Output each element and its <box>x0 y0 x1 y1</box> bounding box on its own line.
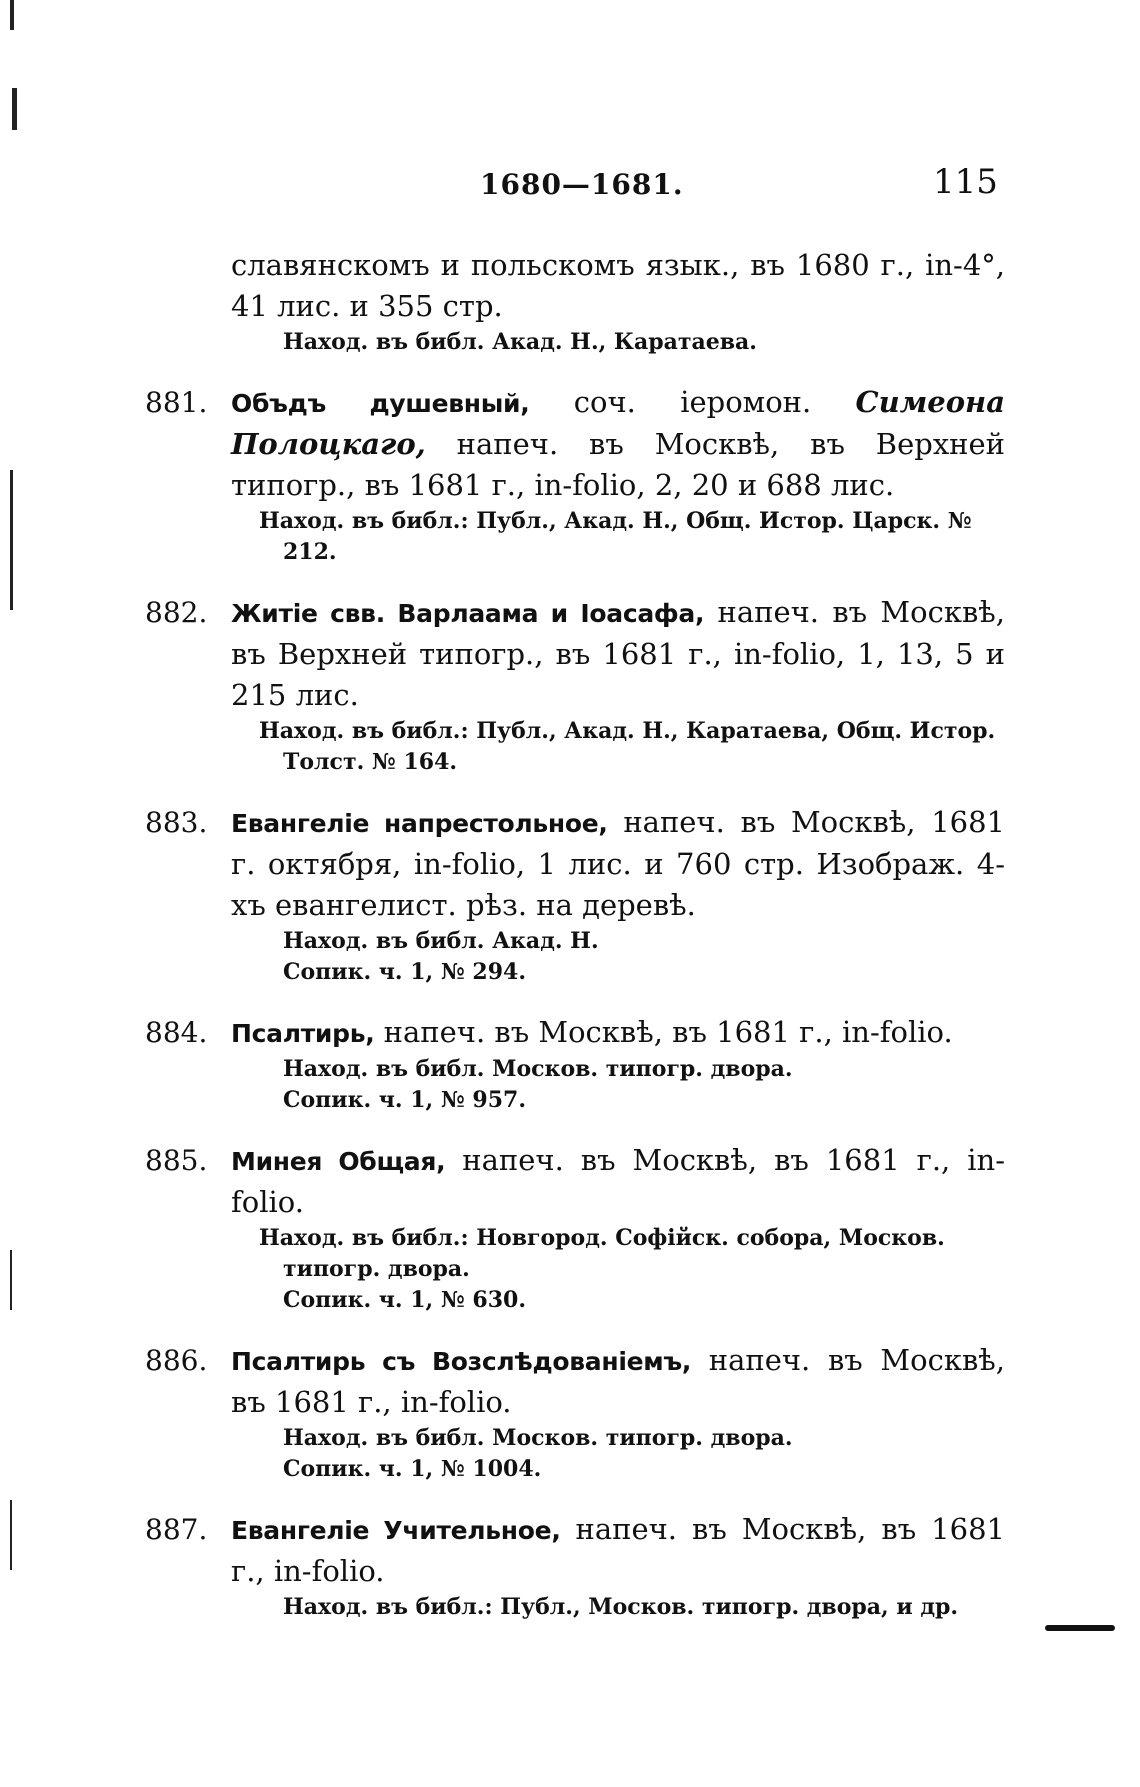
entry-imprint: напеч. въ Москвѣ, въ Верхней типогр., въ 1681 г., in-folio, 2, 20 и 688 лис. <box>231 427 1005 502</box>
page-header <box>0 162 1140 208</box>
entry-description: напеч. въ Москвѣ, въ 1681 г., in-folio. <box>231 1512 1005 1588</box>
scan-edge-mark <box>10 1500 12 1570</box>
continued-entry <box>145 245 1005 358</box>
catalog-entry <box>145 1340 1005 1485</box>
entry-location: Наход. въ библ. Москов. типогр. двора. <box>283 1425 793 1451</box>
entry-number: 884. <box>145 1016 208 1049</box>
entry-text <box>231 1012 1005 1054</box>
header-years: 1680—1681. <box>480 168 684 201</box>
entry-location: Наход. въ библ.: Публ., Акад. Н., Каратаева, Общ. Истор. <box>259 718 996 744</box>
entry-location: Наход. въ библ.: Публ., Акад. Н., Общ. Истор. Царск. № 212. <box>259 508 972 565</box>
entry-reference: Сопик. ч. 1, № 630. <box>283 1287 527 1313</box>
entry-reference: Толст. № 164. <box>283 749 458 775</box>
entry-location: Наход. въ библ. Москов. типогр. двора. <box>283 1056 793 1082</box>
entry-description: напеч. въ Москвѣ, въ 1681 г., in-folio. <box>374 1015 953 1049</box>
entry-location: Наход. въ библ.: Новгород. Софійск. собора, Москов. типогр. двора. <box>259 1225 945 1282</box>
entry-number: 882. <box>145 596 208 629</box>
entry-description: напеч. въ Москвѣ, въ 1681 г., in-folio. <box>231 1343 1005 1419</box>
entry-description: соч. іеромон. <box>529 385 856 419</box>
catalog-entry <box>145 382 1005 568</box>
entry-number: 887. <box>145 1513 208 1546</box>
catalog-entry <box>145 802 1005 988</box>
entry-text <box>231 592 1005 716</box>
scan-edge-mark <box>10 0 14 30</box>
entry-text <box>231 802 1005 926</box>
entry-title: Евангеліе Учительное, <box>231 1516 561 1545</box>
scan-edge-mark <box>10 470 13 610</box>
entry-title: Житіе свв. Варлаама и Іоасафа, <box>231 599 705 628</box>
entry-text <box>231 1340 1005 1423</box>
entry-number: 886. <box>145 1344 208 1377</box>
catalog-entry <box>145 1012 1005 1116</box>
entry-description: напеч. въ Москвѣ, въ 1681 г., in-folio. <box>231 1143 1005 1219</box>
entry-reference: Сопик. ч. 1, № 1004. <box>283 1456 542 1482</box>
entry-description: напеч. въ Москвѣ, въ Верхней типогр., въ 1681 г., in-folio, 1, 13, 5 и 215 лис. <box>231 595 1005 712</box>
entry-author: Симеона Полоцкаго, <box>231 385 1005 461</box>
entry-title: Объдъ душевный, <box>231 389 530 418</box>
entry-description: напеч. въ Москвѣ, 1681 г. октября, in-folio, 1 лис. и 760 стр. Изображ. 4-хъ евангелист. рѣз. на деревѣ. <box>231 805 1005 922</box>
entry-title: Евангеліе напрестольное, <box>231 809 608 838</box>
entry-title: Минея Общая, <box>231 1147 446 1176</box>
entry-location: Наход. въ библ. Акад. Н. <box>283 928 599 954</box>
entry-text <box>231 1509 1005 1592</box>
scan-edge-mark <box>10 1250 12 1310</box>
entry-reference: Сопик. ч. 1, № 957. <box>283 1087 527 1113</box>
catalog-entry <box>145 1509 1005 1623</box>
entry-location: Наход. въ библ. Акад. Н., Каратаева. <box>283 329 757 355</box>
entry-text: славянскомъ и польскомъ язык., въ 1680 г., in-4°, 41 лис. и 355 стр. <box>231 248 1005 323</box>
catalog-entry <box>145 1140 1005 1316</box>
entry-title: Псалтирь, <box>231 1019 375 1048</box>
page-number: 115 <box>933 162 998 202</box>
entry-number: 881. <box>145 386 208 419</box>
catalog-entry <box>145 592 1005 778</box>
entry-number: 883. <box>145 806 208 839</box>
scan-edge-mark <box>12 88 17 130</box>
entry-text <box>231 1140 1005 1223</box>
entry-title: Псалтирь съ Возслѣдованіемъ, <box>231 1347 692 1376</box>
page-content <box>145 245 1005 1647</box>
entry-location: Наход. въ библ.: Публ., Москов. типогр. двора, и др. <box>283 1594 959 1620</box>
entry-reference: Сопик. ч. 1, № 294. <box>283 959 527 985</box>
entry-number: 885. <box>145 1144 208 1177</box>
page-end-dash <box>1045 1625 1115 1631</box>
entry-text <box>231 382 1005 506</box>
